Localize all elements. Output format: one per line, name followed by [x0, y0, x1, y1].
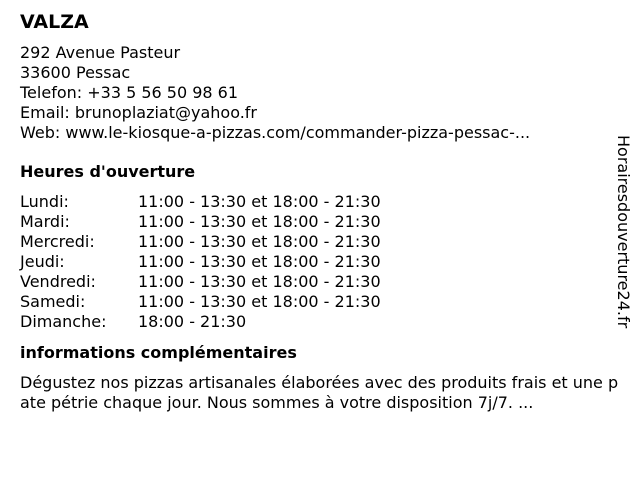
hours-row-sunday	[20, 312, 620, 332]
day-label: Mercredi:	[20, 232, 95, 251]
address-line-1: 292 Avenue Pasteur	[20, 43, 181, 62]
phone-line: Telefon: +33 5 56 50 98 61	[20, 83, 239, 102]
time-value: 11:00 - 13:30 et 18:00 - 21:30	[138, 232, 381, 251]
time-value: 11:00 - 13:30 et 18:00 - 21:30	[138, 272, 381, 291]
hours-heading: Heures d'ouverture	[20, 162, 196, 181]
web-line: Web: www.le-kiosque-a-pizzas.com/commander-pizza-pessac-...	[20, 123, 531, 142]
email-line: Email: brunoplaziat@yahoo.fr	[20, 103, 258, 122]
hours-row-friday	[20, 272, 620, 292]
watermark-text: Horairesdouverture24.fr	[614, 135, 633, 329]
hours-table	[20, 192, 620, 332]
time-value: 18:00 - 21:30	[138, 312, 247, 331]
time-value: 11:00 - 13:30 et 18:00 - 21:30	[138, 252, 381, 271]
hours-row-saturday	[20, 292, 620, 312]
business-name: VALZA	[20, 11, 89, 33]
address-line-2: 33600 Pessac	[20, 63, 131, 82]
hours-row-wednesday	[20, 232, 620, 252]
contact-block	[20, 43, 620, 143]
info-heading: informations complémentaires	[20, 343, 297, 362]
day-label: Lundi:	[20, 192, 69, 211]
info-description: Dégustez nos pizzas artisanales élaborées avec des produits frais et une pate pétrie chaque jour. Nous sommes à votre disposition 7j/7. ...	[20, 373, 619, 412]
time-value: 11:00 - 13:30 et 18:00 - 21:30	[138, 292, 381, 311]
day-label: Vendredi:	[20, 272, 96, 291]
hours-row-monday	[20, 192, 620, 212]
time-value: 11:00 - 13:30 et 18:00 - 21:30	[138, 212, 381, 231]
day-label: Mardi:	[20, 212, 70, 231]
day-label: Samedi:	[20, 292, 86, 311]
hours-row-tuesday	[20, 212, 620, 232]
day-label: Dimanche:	[20, 312, 107, 331]
hours-row-thursday	[20, 252, 620, 272]
time-value: 11:00 - 13:30 et 18:00 - 21:30	[138, 192, 381, 211]
day-label: Jeudi:	[20, 252, 65, 271]
business-card	[20, 10, 620, 413]
